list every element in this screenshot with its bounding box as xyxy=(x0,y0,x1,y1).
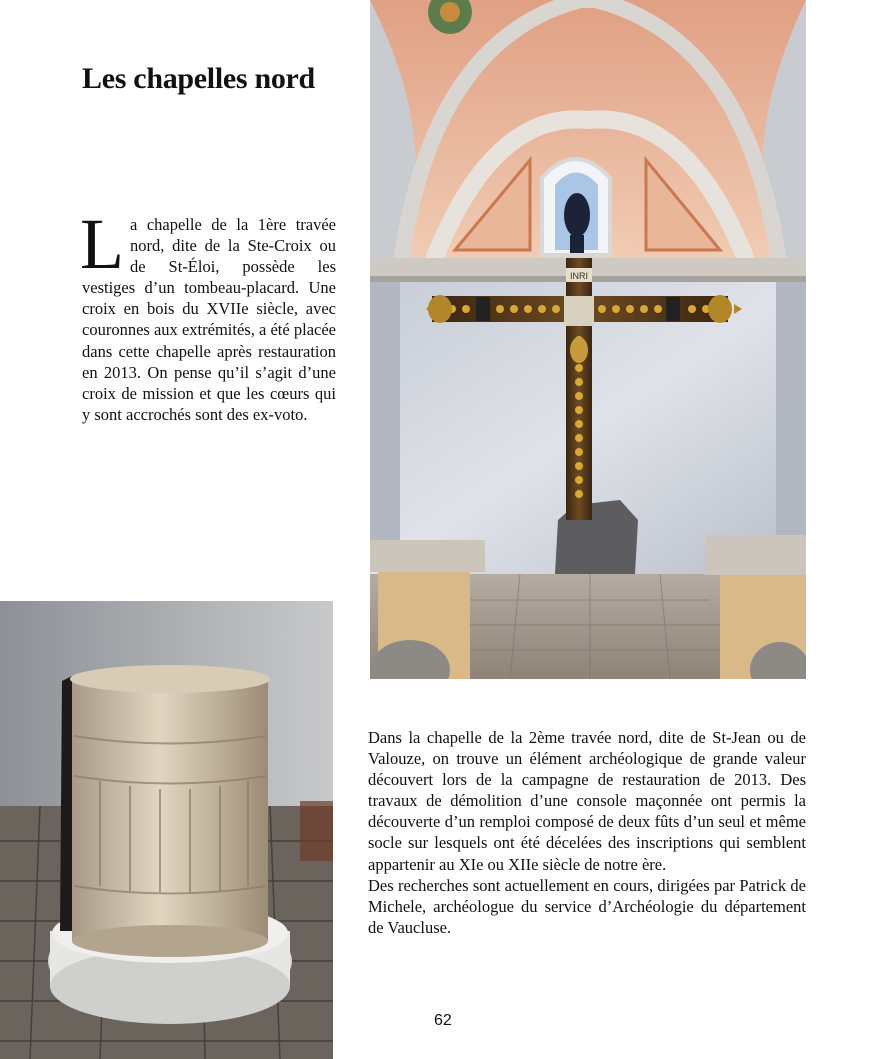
cross-inscription: INRI xyxy=(570,271,588,281)
second-chapel-section xyxy=(368,727,806,938)
page-title: Les chapelles nord xyxy=(82,62,315,95)
page-number: 62 xyxy=(434,1012,452,1029)
chapel-cross-photo xyxy=(370,0,806,679)
drop-cap: L xyxy=(80,204,124,284)
column-base-photo xyxy=(0,601,333,1059)
research-paragraph: Des recherches sont actuellement en cours, dirigées par Patrick de Michele, archéologue du service d’Archéologie du département de Vaucluse. xyxy=(368,875,806,937)
second-chapel-paragraph: Dans la chapelle de la 2ème travée nord, dite de St-Jean ou de Valouze, on trouve un élément archéologique de grande valeur découvert lors de la campagne de restauration de 2013. Des travaux de démolition d’une console maçonnée ont permis la découverte d’un remploi composé de deux fûts d’un seul et même socle sur lesquels ont été décelées des inscriptions qui semblent appartenir au XIe ou XIIe siècle de notre ère. xyxy=(368,728,806,874)
intro-paragraph xyxy=(80,204,336,425)
intro-paragraph-text: a chapelle de la 1ère travée nord, dite de la Ste-Croix ou de St-Éloi, possède les vestiges d’un tombeau-placard. Une croix en bois du XVIIe siècle, avec couronnes aux extrémités, a été placée dans cette chapelle après restauration en 2013. On pense qu’il s’agit d’une croix de mission et que les cœurs qui y sont accrochés sont des ex-voto. xyxy=(82,215,336,424)
